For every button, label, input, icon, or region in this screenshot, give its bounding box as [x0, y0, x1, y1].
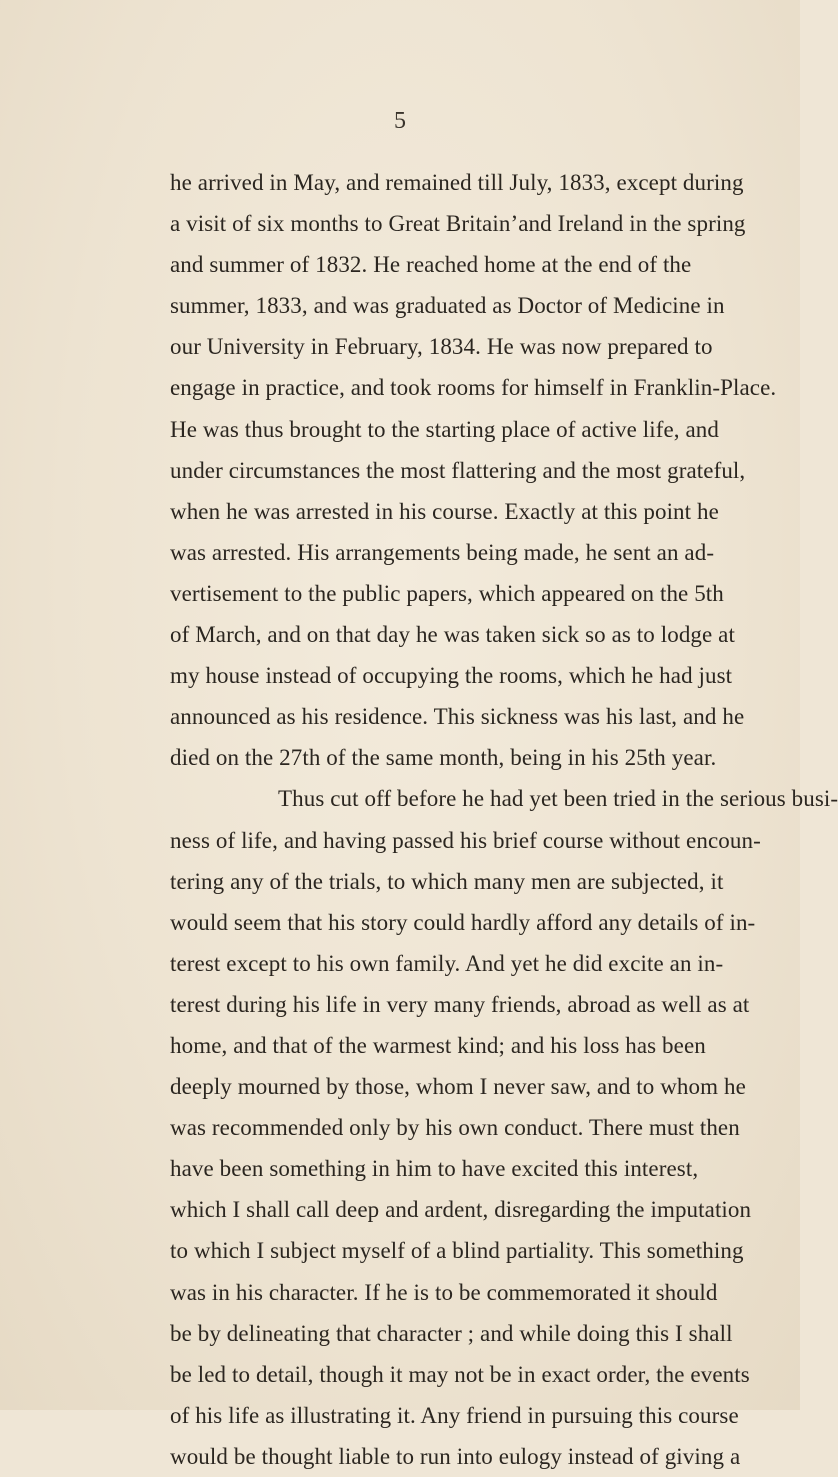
text-line: and summer of 1832. He reached home at the end of the: [170, 252, 692, 278]
text-line: Thus cut off before he had yet been tried in the serious busi-: [278, 786, 838, 812]
text-line: be by delineating that character ; and while doing this I shall: [170, 1320, 733, 1346]
text-line: vertisement to the public papers, which appeared on the 5th: [170, 580, 724, 606]
text-line: of March, and on that day he was taken sick so as to lodge at: [170, 622, 735, 648]
body-text: [170, 162, 838, 1477]
text-line: to which I subject myself of a blind partiality. This something: [170, 1238, 744, 1264]
text-line: when he was arrested in his course. Exactly at this point he: [170, 498, 719, 524]
text-line: my house instead of occupying the rooms, which he had just: [170, 663, 733, 689]
text-line: announced as his residence. This sickness was his last, and he: [170, 704, 745, 730]
text-line: ness of life, and having passed his brief course without encoun-: [170, 827, 761, 853]
text-line: would be thought liable to run into eulogy instead of giving a: [170, 1443, 741, 1469]
text-line: home, and that of the warmest kind; and his loss has been: [170, 1032, 706, 1058]
text-line: was arrested. His arrangements being made, he sent an ad-: [170, 539, 715, 565]
text-line: terest except to his own family. And yet he did excite an in-: [170, 950, 724, 976]
text-line: which I shall call deep and ardent, disregarding the imputation: [170, 1197, 752, 1223]
text-line: deeply mourned by those, whom I never saw, and to whom he: [170, 1074, 746, 1100]
text-line: our University in February, 1834. He was now prepared to: [170, 334, 713, 360]
text-line: a visit of six months to Great Britain’and Ireland in the spring: [170, 211, 746, 237]
text-line: summer, 1833, and was graduated as Doctor of Medicine in: [170, 293, 725, 319]
text-line: He was thus brought to the starting place of active life, and: [170, 416, 719, 442]
text-line: under circumstances the most flattering and the most grateful,: [170, 457, 746, 483]
page-number: 5: [394, 108, 406, 134]
text-line: died on the 27th of the same month, being in his 25th year.: [170, 745, 717, 771]
text-line: engage in practice, and took rooms for himself in Franklin-Place.: [170, 375, 777, 401]
text-line: have been something in him to have excited this interest,: [170, 1156, 699, 1182]
text-line: be led to detail, though it may not be in exact order, the events: [170, 1361, 750, 1387]
text-line: was recommended only by his own conduct. There must then: [170, 1115, 740, 1141]
text-line: would seem that his story could hardly afford any details of in-: [170, 909, 756, 935]
text-line: tering any of the trials, to which many men are subjected, it: [170, 868, 724, 894]
text-line: was in his character. If he is to be commemorated it should: [170, 1279, 718, 1305]
text-line: he arrived in May, and remained till July, 1833, except during: [170, 170, 744, 195]
text-line: terest during his life in very many friends, abroad as well as at: [170, 991, 750, 1017]
text-line: of his life as illustrating it. Any friend in pursuing this course: [170, 1402, 739, 1428]
